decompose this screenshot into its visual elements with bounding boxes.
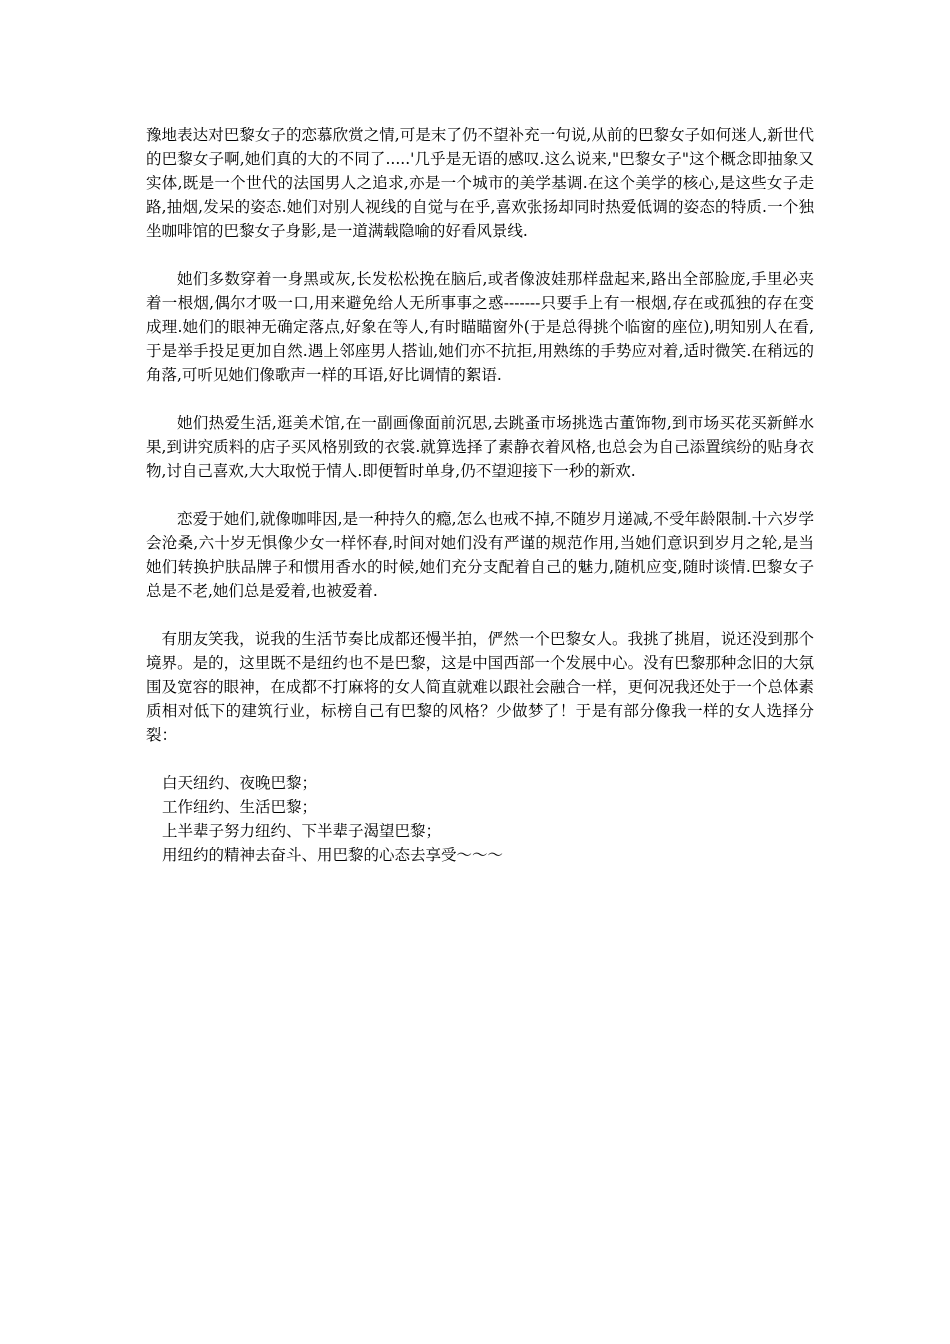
list-item: 上半辈子努力纽约、下半辈子渴望巴黎；: [162, 822, 442, 840]
paragraph-5: 有朋友笑我，说我的生活节奏比成都还慢半拍，俨然一个巴黎女人。我挑了挑眉，说还没到那个境界。是的，这里既不是纽约也不是巴黎，这是中国西部一个发展中心。没有巴黎那种念旧的大氛围及宽容的眼神，在成都不打麻将的女人简直就难以跟社会融合一样，更何况我还处于一个总体素质相对低下的建筑行业，标榜自己有巴黎的风格？少做梦了！于是有部分像我一样的女人选择分裂：: [146, 630, 814, 744]
paragraph-2: 她们多数穿着一身黑或灰,长发松松挽在脑后,或者像波娃那样盘起来,路出全部脸庞,手里必夹着一根烟,偶尔才吸一口,用来避免给人无所事事之惑-------只要手上有一根烟,存在或孤独的存在变成理.她们的眼神无确定落点,好象在等人,有时瞄瞄窗外(于是总得挑个临窗的座位),明知别人在看,于是举手投足更加自然.遇上邻座男人搭讪,她们亦不抗拒,用熟练的手势应对着,适时微笑.在稍远的角落,可听见她们像歌声一样的耳语,好比调情的絮语.: [146, 270, 814, 384]
paragraph-1: 豫地表达对巴黎女子的恋慕欣赏之情,可是末了仍不望补充一句说,从前的巴黎女子如何迷人,新世代的巴黎女子啊,她们真的大的不同了.....'几乎是无语的感叹.这么说来,"巴黎女子"这个概念即抽象又实体,既是一个世代的法国男人之追求,亦是一个城市的美学基调.在这个美学的核心,是这些女子走路,抽烟,发呆的姿态.她们对别人视线的自觉与在乎,喜欢张扬却同时热爱低调的姿态的特质.一个独坐咖啡馆的巴黎女子身影,是一道满载隐喻的好看风景线.: [146, 126, 814, 240]
choice-list: [146, 771, 814, 867]
document-body: [146, 123, 814, 867]
paragraph-4: 恋爱于她们,就像咖啡因,是一种持久的瘾,怎么也戒不掉,不随岁月递减,不受年龄限制.十六岁学会沧桑,六十岁无惧像少女一样怀春,时间对她们没有严谨的规范作用,当她们意识到岁月之轮,是当她们转换护肤品牌子和惯用香水的时候,她们充分支配着自己的魅力,随机应变,随时谈情.巴黎女子总是不老,她们总是爱着,也被爱着.: [146, 510, 814, 600]
list-item: 用纽约的精神去奋斗、用巴黎的心态去享受～～～: [162, 846, 504, 864]
list-item: 白天纽约、夜晚巴黎；: [162, 774, 318, 792]
paragraph-3: 她们热爱生活,逛美术馆,在一副画像面前沉思,去跳蚤市场挑选古董饰物,到市场买花买新鲜水果,到讲究质料的店子买风格别致的衣裳.就算选择了素静衣着风格,也总会为自己添置缤纷的贴身衣物,讨自己喜欢,大大取悦于情人.即便暂时单身,仍不望迎接下一秒的新欢.: [146, 414, 814, 480]
list-item: 工作纽约、生活巴黎；: [162, 798, 318, 816]
